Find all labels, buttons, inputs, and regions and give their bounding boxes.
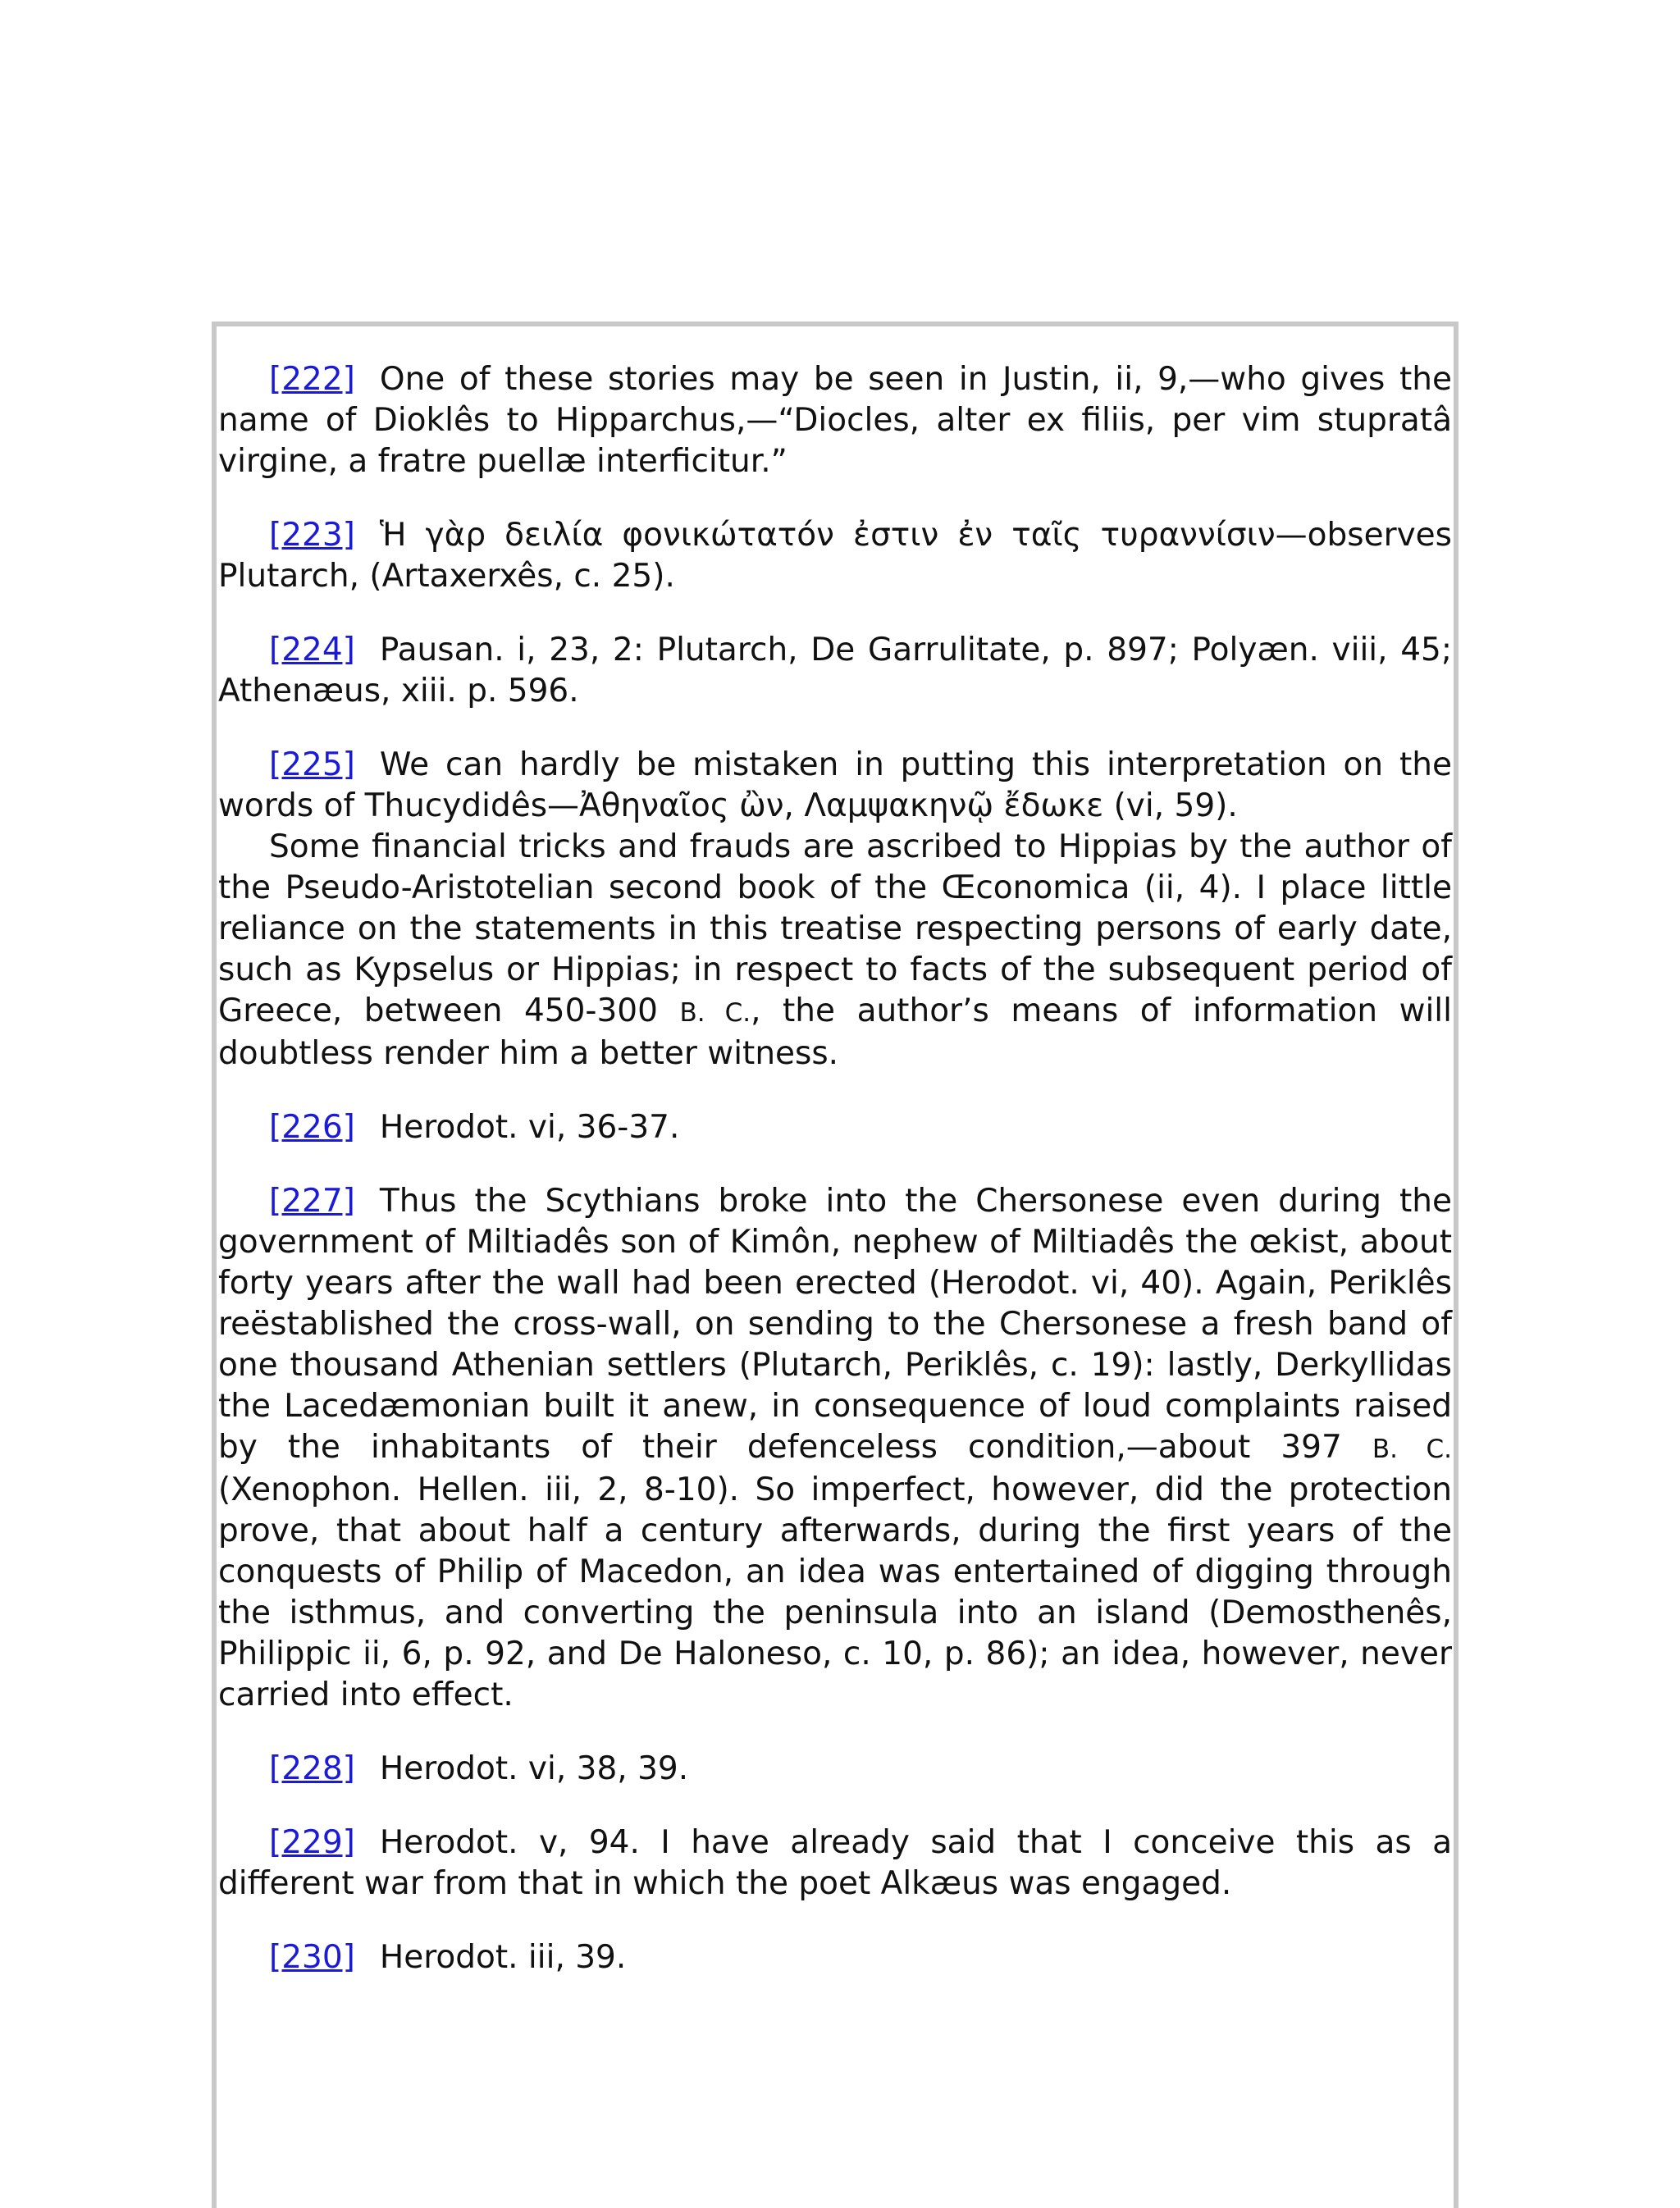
footnote-text: , the author’s means of information will doubtless render him a better witness. xyxy=(218,992,1452,1072)
footnote-text: We can hardly be mistaken in putting this interpretation on the words of Thucydidês—Ἀθηναῖος ὢν, Λαμψακηνῷ ἔδωκε (vi, 59). xyxy=(218,746,1452,824)
footnote-227 xyxy=(218,1181,1452,1716)
era-abbreviation: B. C. xyxy=(1372,1435,1452,1464)
footnote-text: Herodot. vi, 38, 39. xyxy=(379,1750,689,1787)
footnote-text: Pausan. i, 23, 2: Plutarch, De Garrulitate, p. 897; Polyæn. viii, 45; Athenæus, xiii. p. 596. xyxy=(218,632,1452,709)
footnote-224 xyxy=(218,630,1452,712)
footnote-222 xyxy=(218,359,1452,482)
footnote-link-228[interactable]: [228] xyxy=(269,1750,355,1787)
footnote-text: Herodot. iii, 39. xyxy=(379,1939,627,1976)
footnotes-section xyxy=(218,359,1452,2011)
footnote-text: Ἡ γὰρ δειλία φονικώτατόν ἐστιν ἐν ταῖς τυραννίσιν—observes Plutarch, (Artaxerxês, c. 25). xyxy=(218,517,1452,595)
footnote-paragraph xyxy=(218,359,1452,482)
footnote-229 xyxy=(218,1823,1452,1905)
footnote-paragraph xyxy=(218,1749,1452,1790)
footnote-link-222[interactable]: [222] xyxy=(269,361,355,398)
footnote-225 xyxy=(218,745,1452,1074)
footnote-230 xyxy=(218,1937,1452,1978)
footnote-paragraph-continued xyxy=(218,827,1452,1074)
footnote-paragraph xyxy=(218,1181,1452,1716)
footnote-text: One of these stories may be seen in Justin, ii, 9,—who gives the name of Dioklês to Hipparchus,—“Diocles, alter ex filiis, per vim stupratâ virgine, a fratre puellæ interficitur.” xyxy=(218,361,1452,480)
footnote-paragraph xyxy=(218,1107,1452,1148)
footnote-text: Herodot. vi, 36-37. xyxy=(379,1109,680,1146)
footnote-link-230[interactable]: [230] xyxy=(269,1939,355,1976)
era-abbreviation: B. C. xyxy=(679,998,751,1028)
footnote-link-223[interactable]: [223] xyxy=(269,517,355,554)
footnote-text: Thus the Scythians broke into the Chersonese even during the government of Miltiadês son of Kimôn, nephew of Miltiadês the œkist, about forty years after the wall had been erected (Herodot. vi, 40). Again, Periklês reëstablished the cross-wall, on sending to the Chersonese a fresh band of one thousand Athenian settlers (Plutarch, Periklês, c. 19): lastly, Derkyllidas the Lacedæmonian built it anew, in consequence of loud complaints raised by the inhabitants of their defenceless condition,—about 397 xyxy=(218,1183,1452,1466)
footnote-226 xyxy=(218,1107,1452,1148)
footnote-paragraph xyxy=(218,1937,1452,1978)
footnote-223 xyxy=(218,515,1452,597)
footnote-link-225[interactable]: [225] xyxy=(269,746,355,783)
footnote-link-224[interactable]: [224] xyxy=(269,632,355,668)
footnote-link-226[interactable]: [226] xyxy=(269,1109,355,1146)
footnote-text: Herodot. v, 94. I have already said that I conceive this as a different war from that in which the poet Alkæus was engaged. xyxy=(218,1824,1452,1902)
footnote-paragraph xyxy=(218,515,1452,597)
footnote-228 xyxy=(218,1749,1452,1790)
footnote-text: Some financial tricks and frauds are ascribed to Hippias by the author of the Pseudo-Aristotelian second book of the Œconomica (ii, 4). I place little reliance on the statements in this treatise respecting persons of early date, such as Kypselus or Hippias; in respect to facts of the subsequent period of Greece, between 450-300 xyxy=(218,828,1452,1029)
footnote-paragraph xyxy=(218,630,1452,712)
footnote-paragraph xyxy=(218,745,1452,827)
footnote-link-227[interactable]: [227] xyxy=(269,1183,355,1220)
footnote-paragraph xyxy=(218,1823,1452,1905)
footnote-text: (Xenophon. Hellen. iii, 2, 8-10). So imperfect, however, did the protection prove, that about half a century afterwards, during the first years of the conquests of Philip of Macedon, an idea was entertained of digging through the isthmus, and converting the peninsula into an island (Demosthenês, Philippic ii, 6, p. 92, and De Haloneso, c. 10, p. 86); an idea, however, never carried into effect. xyxy=(218,1471,1452,1713)
footnote-link-229[interactable]: [229] xyxy=(269,1824,355,1861)
